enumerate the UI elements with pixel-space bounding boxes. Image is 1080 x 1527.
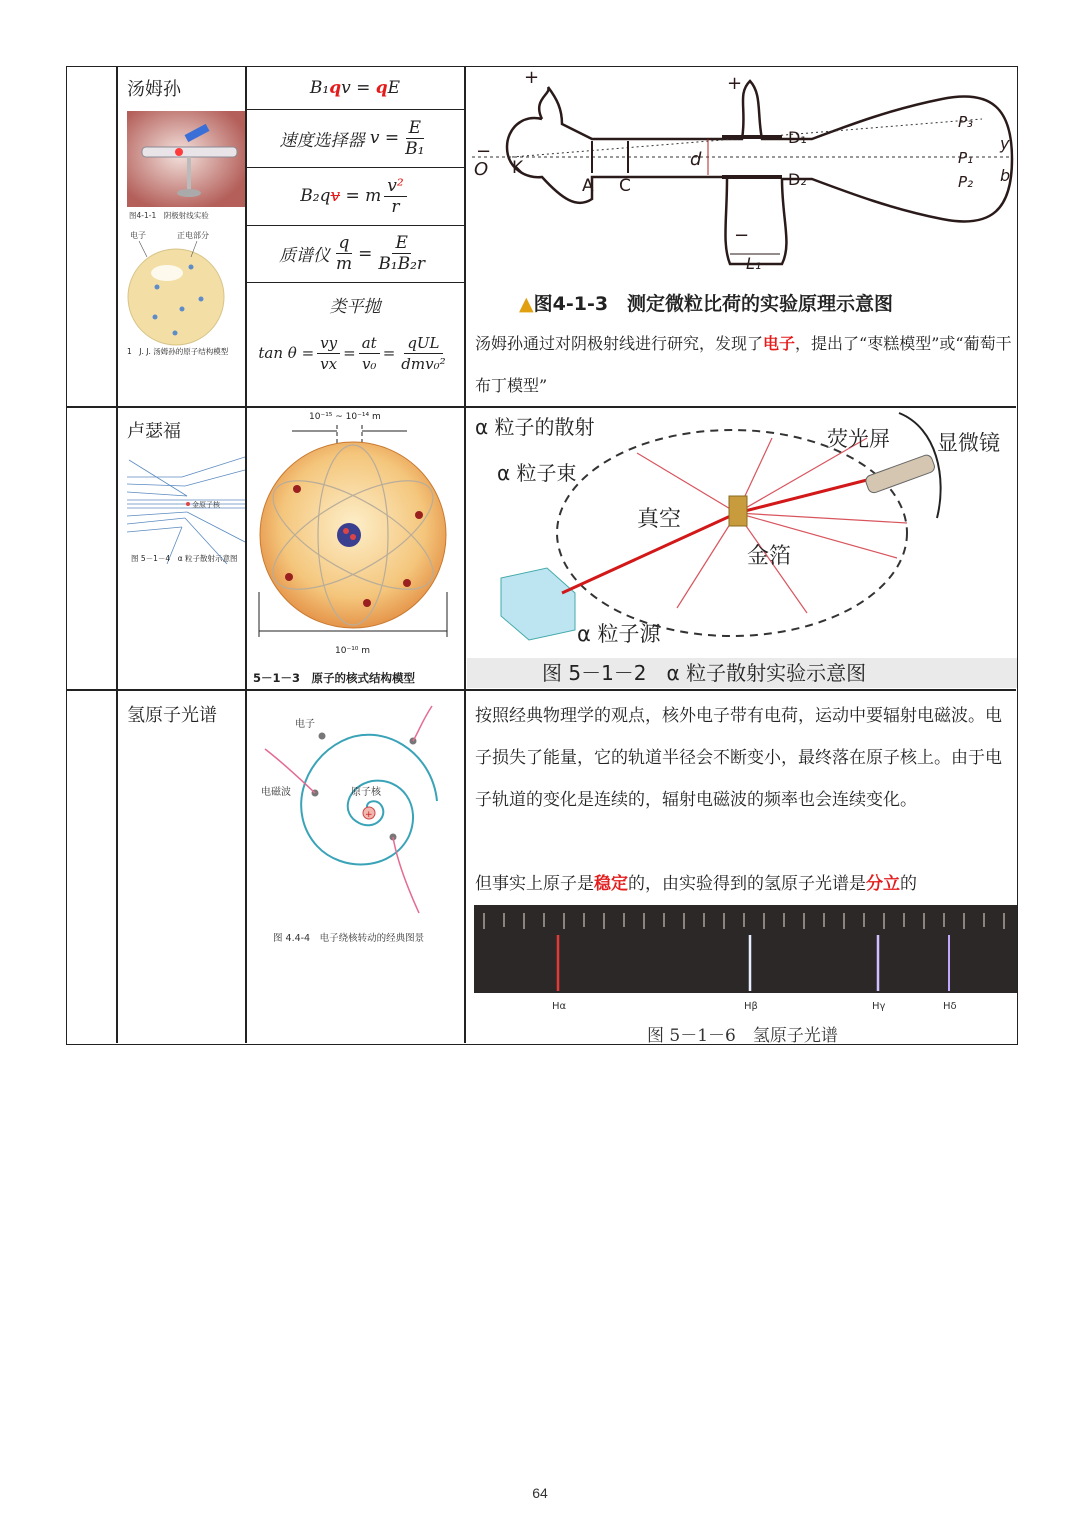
scatter-label: α 粒子的散射: [475, 415, 595, 439]
alpha-scatter-sketch: [127, 452, 245, 567]
thomson-description: 汤姆孙通过对阴极射线进行研究，发现了电子，提出了“枣糕模型”或“葡萄干布丁模型”: [475, 334, 1012, 395]
label-O: O: [474, 159, 489, 180]
screen-label: 荧光屏: [827, 427, 890, 451]
formula-force-balance: B₁qv = qE: [309, 78, 401, 98]
nuclear-model-caption: 5－1－3 原子的核式结构模型: [253, 671, 416, 685]
label-y: y: [1000, 134, 1010, 153]
spiral-caption: 图 4.4-4 电子绕核转动的经典图景: [273, 933, 425, 944]
formula-velocity-selector: 速度选择器 v = $\frac{E}{\text{B₁}}$: [279, 117, 425, 159]
foil-label: 金箔: [747, 544, 792, 569]
spectrum-label-h-delta: Hδ: [943, 1001, 957, 1012]
hydrogen-stability-note: 但事实上原子是稳定的，由实验得到的氢原子光谱是分立的: [475, 874, 917, 894]
formula-projectile-title: 类平抛: [329, 296, 381, 317]
plum-label-positive: 正电部分: [177, 231, 209, 240]
label-D1: D₁: [788, 128, 807, 147]
nucleus-size-label: 10⁻¹⁵ ~ 10⁻¹⁴ m: [309, 412, 381, 422]
plum-label-electron: 电子: [130, 231, 146, 240]
plate-plus-label: +: [727, 73, 743, 94]
anode-plus-label: +: [524, 69, 540, 88]
label-A: A: [582, 176, 594, 196]
cathode-ray-caption: 图4-1-1 阴极射线实验: [129, 211, 209, 220]
column-divider: [116, 67, 118, 1043]
label-D2: D₂: [788, 170, 807, 189]
formula-circular-motion: B₂qv = m $\frac{\text{v²}}{r}$: [246, 167, 464, 225]
label-L1: L₁: [746, 254, 762, 273]
hydrogen-description: 按照经典物理学的观点，核外电子带有电荷，运动中要辐射电磁波。电子损失了能量，它的轨道半径会不断变小，最终落在原子核上。由于电子轨道的变化是连续的，辐射电磁波的频率也会连续变化。: [475, 706, 1002, 810]
label-C: C: [619, 176, 631, 196]
beam-label: α 粒子束: [497, 461, 577, 485]
label-P3: P₃: [958, 113, 974, 131]
spectrum-label-h-alpha: Hα: [552, 1001, 567, 1012]
cathode-minus-label: −: [476, 141, 492, 162]
thomson-tube-diagram: [472, 69, 1017, 284]
column-divider: [464, 67, 466, 1043]
row-divider: [67, 689, 1016, 691]
spiral-label-nucleus: 原子核: [351, 787, 381, 798]
alpha-scatter-caption: 图 5－1－4 α 粒子散射示意图: [131, 554, 238, 563]
alpha-scattering-experiment: [467, 408, 1017, 688]
scattering-experiment-caption: 图 5－1－2 α 粒子散射实验示意图: [542, 661, 867, 685]
row-title-rutherford: 卢瑟福: [127, 421, 181, 442]
formula-mass-spectrometer: 质谱仪 $\frac{q}{m}$ = $\frac{E}{\text{B₁B₂r}}$: [278, 233, 426, 274]
nucleus-plus-icon: +: [365, 810, 373, 820]
vacuum-label: 真空: [637, 507, 682, 532]
hydrogen-spectrum-image: [474, 905, 1017, 1021]
triangle-icon: ▲: [519, 293, 534, 315]
source-label: α 粒子源: [577, 622, 661, 646]
formula-divider: [245, 282, 464, 283]
gold-nucleus-label: 金原子核: [192, 501, 220, 509]
label-K: K: [512, 158, 524, 178]
spiral-label-wave: 电磁波: [261, 787, 291, 798]
thomson-diagram-caption: ▲图4-1-3 测定微粒比荷的实验原理示意图: [519, 293, 894, 315]
formula-deflection-angle: tan θ = $\frac{vy}{vx}$ = $\frac{at}{\text{v₀}}$ = $\frac{\text{qUL}}{\text{dmv₀²}}$: [258, 333, 446, 373]
spectrum-label-h-beta: Hβ: [744, 1001, 758, 1012]
spectrum-label-h-gamma: Hγ: [872, 1001, 886, 1012]
row-title-thomson: 汤姆孙: [127, 79, 181, 100]
page-number: 64: [532, 1485, 548, 1501]
cathode-ray-photo: [127, 111, 245, 221]
row-title-hydrogen: 氢原子光谱: [127, 705, 217, 726]
label-d: d: [690, 149, 702, 170]
classical-orbit-diagram: [247, 691, 464, 951]
label-b: b: [1000, 166, 1011, 185]
spiral-label-electron: 电子: [295, 719, 315, 730]
plum-caption: 1 J. J. 汤姆孙的原子结构模型: [127, 347, 229, 356]
plate-minus-label: −: [734, 225, 750, 246]
label-P1: P₁: [958, 149, 974, 167]
atom-size-label: 10⁻¹⁰ m: [335, 646, 371, 656]
microscope-label: 显微镜: [937, 431, 1000, 455]
spectrum-caption: 图 5－1－6 氢原子光谱: [647, 1026, 838, 1046]
label-P2: P₂: [958, 173, 974, 191]
plum-pudding-model: [127, 227, 245, 357]
nuclear-atom-model: [247, 407, 464, 689]
physics-table: [66, 66, 1018, 1045]
